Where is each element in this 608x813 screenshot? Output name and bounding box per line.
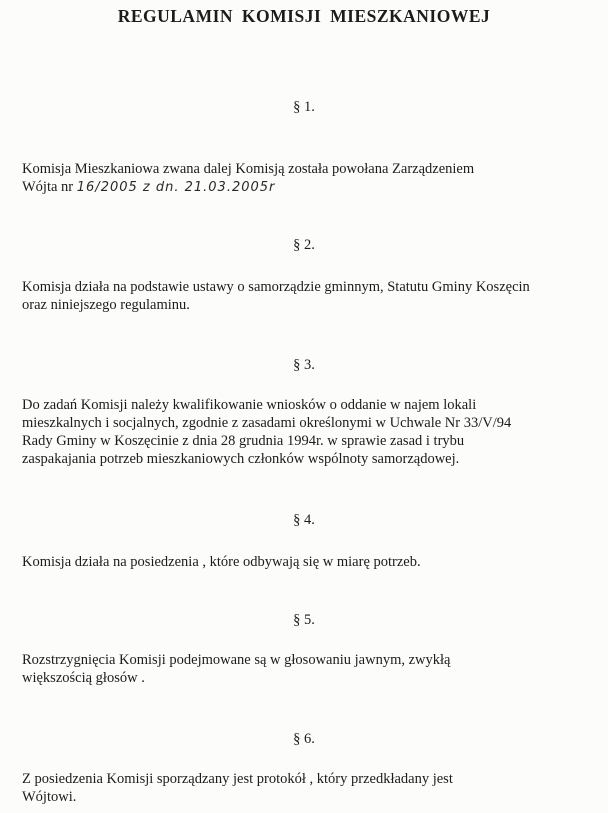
section-6-line-1: Z posiedzenia Komisji sporządzany jest protokół , który przedkładany jest <box>22 771 453 787</box>
section-2-line-1: Komisja działa na podstawie ustawy o samorządzie gminnym, Statutu Gminy Koszęcin <box>22 279 530 295</box>
document-title: REGULAMIN KOMISJI MIESZKANIOWEJ <box>117 6 491 26</box>
section-1-text <box>22 160 602 197</box>
section-3-line-2: mieszkalnych i socjalnych, zgodnie z zasadami określonymi w Uchwale Nr 33/V/94 <box>22 415 512 431</box>
section-1-line-1: Komisja Mieszkaniowa zwana dalej Komisją została powołana Zarządzeniem <box>22 161 475 177</box>
section-3-text <box>22 396 602 468</box>
section-1-heading: § 1. <box>293 99 315 115</box>
section-6-text <box>22 770 602 806</box>
handwritten-order-number: 16/2005 z dn. 21.03.2005r <box>76 180 276 195</box>
section-3-line-4: zaspakajania potrzeb mieszkaniowych członków wspólnoty samorządowej. <box>22 451 460 467</box>
section-4-heading: § 4. <box>293 512 315 528</box>
section-5-text <box>22 651 602 687</box>
section-5-heading: § 5. <box>293 612 315 628</box>
section-3-line-1: Do zadań Komisji należy kwalifikowanie wniosków o oddanie w najem lokali <box>22 397 477 413</box>
section-5-line-2: większością głosów . <box>22 670 145 686</box>
section-6-line-2: Wójtowi. <box>22 789 77 805</box>
section-2-heading: § 2. <box>293 237 315 253</box>
section-2-line-2: oraz niniejszego regulaminu. <box>22 297 190 313</box>
section-6-heading: § 6. <box>293 731 315 747</box>
section-3-line-3: Rady Gminy w Koszęcinie z dnia 28 grudnia 1994r. w sprawie zasad i trybu <box>22 433 465 449</box>
section-1-line-2-prefix: Wójta nr <box>22 179 77 195</box>
section-4-text <box>22 553 602 571</box>
section-4-line-1: Komisja działa na posiedzenia , które odbywają się w miarę potrzeb. <box>22 554 421 570</box>
section-2-text <box>22 278 602 314</box>
section-3-heading: § 3. <box>293 357 315 373</box>
section-1-line-2 <box>22 178 602 197</box>
section-5-line-1: Rozstrzygnięcia Komisji podejmowane są w głosowaniu jawnym, zwykłą <box>22 652 451 668</box>
